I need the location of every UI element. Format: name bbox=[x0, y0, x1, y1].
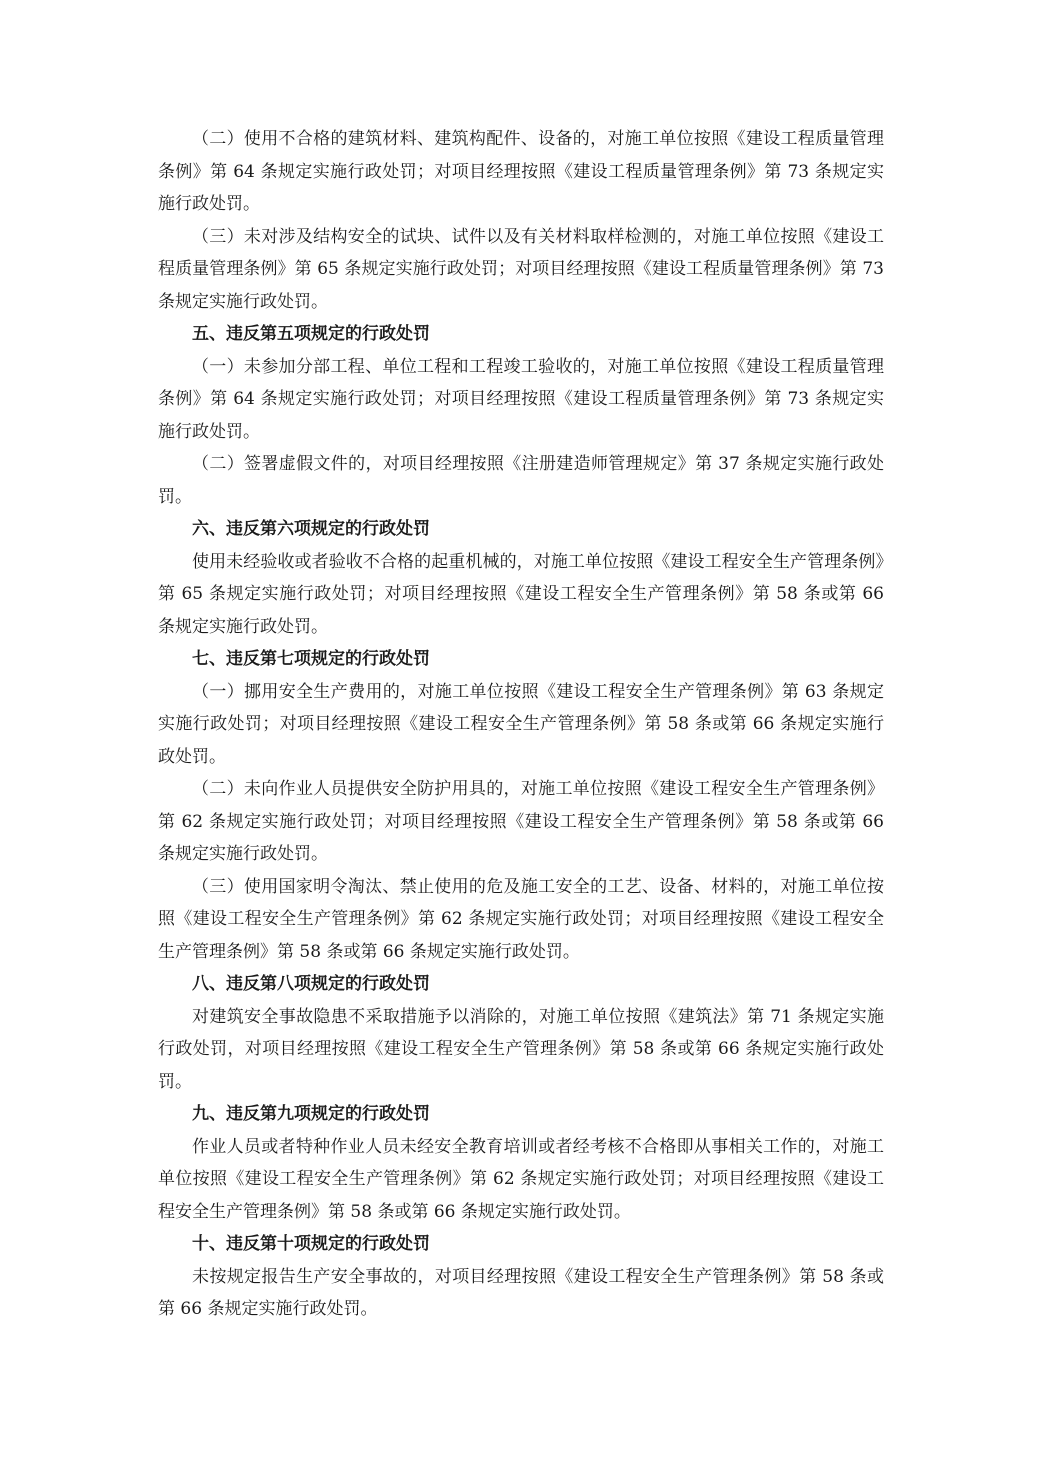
section-heading: 十、违反第十项规定的行政处罚 bbox=[192, 1234, 430, 1254]
paragraph: （三）使用国家明令淘汰、禁止使用的危及施工安全的工艺、设备、材料的，对施工单位按照《建设工程安全生产管理条例》第 62 条规定实施行政处罚；对项目经理按照《建设工程安全生产管理条例》第 58 条或第 66 条规定实施行政处罚。 bbox=[158, 876, 884, 962]
paragraph: 对建筑安全事故隐患不采取措施予以消除的，对施工单位按照《建筑法》第 71 条规定实施行政处罚，对项目经理按照《建设工程安全生产管理条例》第 58 条或第 66 条规定实施行政处罚。 bbox=[158, 1006, 884, 1092]
paragraph: （二）使用不合格的建筑材料、建筑构配件、设备的，对施工单位按照《建设工程质量管理条例》第 64 条规定实施行政处罚；对项目经理按照《建设工程质量管理条例》第 73 条规定实施行政处罚。 bbox=[158, 129, 884, 214]
paragraph: （一）未参加分部工程、单位工程和工程竣工验收的，对施工单位按照《建设工程质量管理条例》第 64 条规定实施行政处罚；对项目经理按照《建设工程质量管理条例》第 73 条规定实施行政处罚。 bbox=[158, 356, 884, 442]
paragraph: （二）签署虚假文件的，对项目经理按照《注册建造师管理规定》第 37 条规定实施行政处罚。 bbox=[158, 454, 884, 507]
paragraph: 使用未经验收或者验收不合格的起重机械的，对施工单位按照《建设工程安全生产管理条例》第 65 条规定实施行政处罚；对项目经理按照《建设工程安全生产管理条例》第 58 条或第 66 条规定实施行政处罚。 bbox=[158, 551, 884, 637]
section-heading: 七、违反第七项规定的行政处罚 bbox=[192, 649, 430, 669]
paragraph: 未按规定报告生产安全事故的，对项目经理按照《建设工程安全生产管理条例》第 58 条或第 66 条规定实施行政处罚。 bbox=[158, 1266, 884, 1319]
paragraph: （三）未对涉及结构安全的试块、试件以及有关材料取样检测的，对施工单位按照《建设工程质量管理条例》第 65 条规定实施行政处罚；对项目经理按照《建设工程质量管理条例》第 73 条规定实施行政处罚。 bbox=[158, 226, 884, 312]
paragraph: （二）未向作业人员提供安全防护用具的，对施工单位按照《建设工程安全生产管理条例》第 62 条规定实施行政处罚；对项目经理按照《建设工程安全生产管理条例》第 58 条或第 66 条规定实施行政处罚。 bbox=[158, 779, 884, 864]
section-heading: 五、违反第五项规定的行政处罚 bbox=[192, 324, 430, 344]
section-heading: 九、违反第九项规定的行政处罚 bbox=[192, 1104, 430, 1124]
paragraph: 作业人员或者特种作业人员未经安全教育培训或者经考核不合格即从事相关工作的，对施工单位按照《建设工程安全生产管理条例》第 62 条规定实施行政处罚；对项目经理按照《建设工程安全生产管理条例》第 58 条或第 66 条规定实施行政处罚。 bbox=[158, 1136, 884, 1222]
section-heading: 八、违反第八项规定的行政处罚 bbox=[192, 974, 430, 994]
section-heading: 六、违反第六项规定的行政处罚 bbox=[192, 519, 430, 539]
document-body bbox=[158, 123, 884, 1326]
paragraph: （一）挪用安全生产费用的，对施工单位按照《建设工程安全生产管理条例》第 63 条规定实施行政处罚；对项目经理按照《建设工程安全生产管理条例》第 58 条或第 66 条规定实施行政处罚。 bbox=[158, 681, 884, 767]
